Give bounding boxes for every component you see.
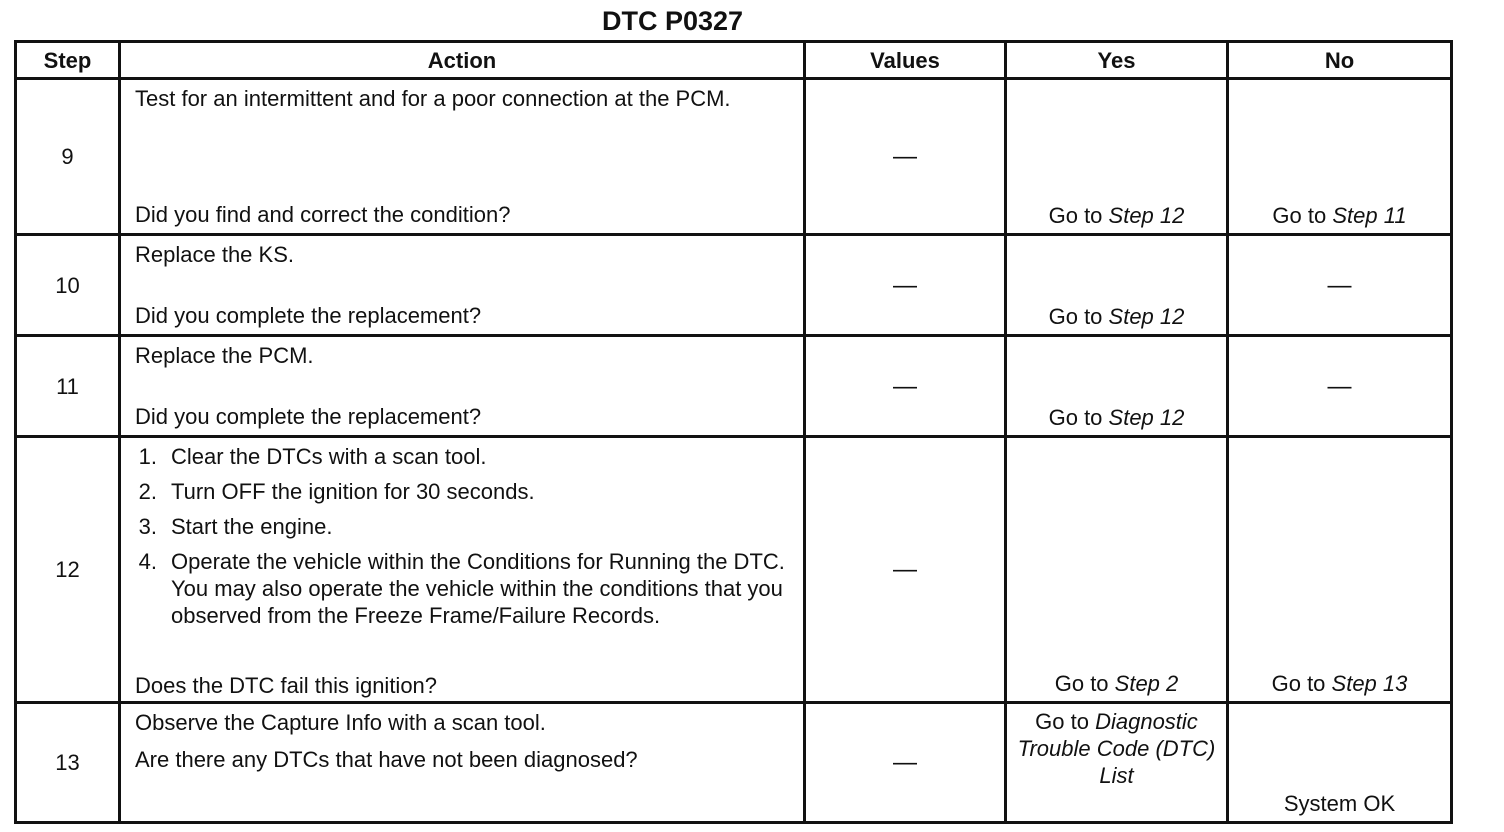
yes-goto: Go to Diagnostic Trouble Code (DTC) List <box>1017 709 1216 788</box>
step-number: 11 <box>16 336 120 437</box>
yes-cell <box>1006 703 1228 823</box>
action-question: Did you complete the replacement? <box>135 303 482 328</box>
action-cell <box>120 703 805 823</box>
yes-step-ref: Step 12 <box>1108 304 1185 329</box>
no-cell <box>1228 703 1452 823</box>
yes-cell <box>1006 437 1228 703</box>
step-number: 13 <box>16 703 120 823</box>
step-number: 10 <box>16 235 120 336</box>
action-question: Did you find and correct the condition? <box>135 202 511 227</box>
list-item: 3. Start the engine. <box>138 514 333 539</box>
yes-goto: Go to Step 12 <box>1048 304 1185 329</box>
no-cell: — <box>1228 336 1452 437</box>
no-step-ref: Step 13 <box>1331 671 1408 696</box>
list-item: 1. Clear the DTCs with a scan tool. <box>138 444 487 469</box>
no-cell <box>1228 437 1452 703</box>
yes-goto: Go to Step 2 <box>1054 671 1179 696</box>
action-cell <box>120 336 805 437</box>
list-item: 4. Operate the vehicle within the Conditions for Running the DTC. You may also operate the vehicle within the conditions that you observed from the Freeze Frame/Failure Records. <box>138 549 785 628</box>
header-row <box>16 42 1452 79</box>
action-text: Observe the Capture Info with a scan tool. <box>135 710 546 735</box>
action-cell <box>120 235 805 336</box>
no-cell: — <box>1228 235 1452 336</box>
no-step-ref: Step 11 <box>1332 203 1407 228</box>
yes-step-ref: Step 2 <box>1114 671 1179 696</box>
table-row-step-11 <box>16 336 1452 437</box>
dtc-table <box>14 40 1453 824</box>
action-text: Test for an intermittent and for a poor connection at the PCM. <box>135 86 731 111</box>
yes-cell <box>1006 235 1228 336</box>
table-row-step-12 <box>16 437 1452 703</box>
action-text: Replace the KS. <box>135 242 294 267</box>
list-item: 2. Turn OFF the ignition for 30 seconds. <box>138 479 535 504</box>
yes-step-ref: Diagnostic Trouble Code (DTC) List <box>1017 709 1216 788</box>
action-cell <box>120 437 805 703</box>
header-values: Values <box>805 42 1006 79</box>
table-row-step-13 <box>16 703 1452 823</box>
header-step: Step <box>16 42 120 79</box>
yes-step-ref: Step 12 <box>1108 203 1185 228</box>
action-cell <box>120 79 805 235</box>
step-number: 12 <box>16 437 120 703</box>
yes-step-ref: Step 12 <box>1108 405 1185 430</box>
yes-cell <box>1006 336 1228 437</box>
values-cell: — <box>805 437 1006 703</box>
values-cell: — <box>805 703 1006 823</box>
yes-goto: Go to Step 12 <box>1048 405 1185 430</box>
values-cell: — <box>805 235 1006 336</box>
action-text: Replace the PCM. <box>135 343 314 368</box>
no-goto: Go to Step 11 <box>1272 203 1407 228</box>
page-title: DTC P0327 <box>601 6 744 36</box>
no-goto: Go to Step 13 <box>1271 671 1408 696</box>
yes-goto: Go to Step 12 <box>1048 203 1185 228</box>
table-row-step-9 <box>16 79 1452 235</box>
header-no: No <box>1228 42 1452 79</box>
header-action: Action <box>120 42 805 79</box>
action-question: Are there any DTCs that have not been diagnosed? <box>135 747 638 772</box>
values-cell: — <box>805 79 1006 235</box>
values-cell: — <box>805 336 1006 437</box>
action-question: Does the DTC fail this ignition? <box>135 673 438 698</box>
no-result: System OK <box>1283 791 1396 816</box>
table-row-step-10 <box>16 235 1452 336</box>
no-cell <box>1228 79 1452 235</box>
action-question: Did you complete the replacement? <box>135 404 482 429</box>
substep-list <box>121 443 803 629</box>
yes-cell <box>1006 79 1228 235</box>
header-yes: Yes <box>1006 42 1228 79</box>
step-number: 9 <box>16 79 120 235</box>
